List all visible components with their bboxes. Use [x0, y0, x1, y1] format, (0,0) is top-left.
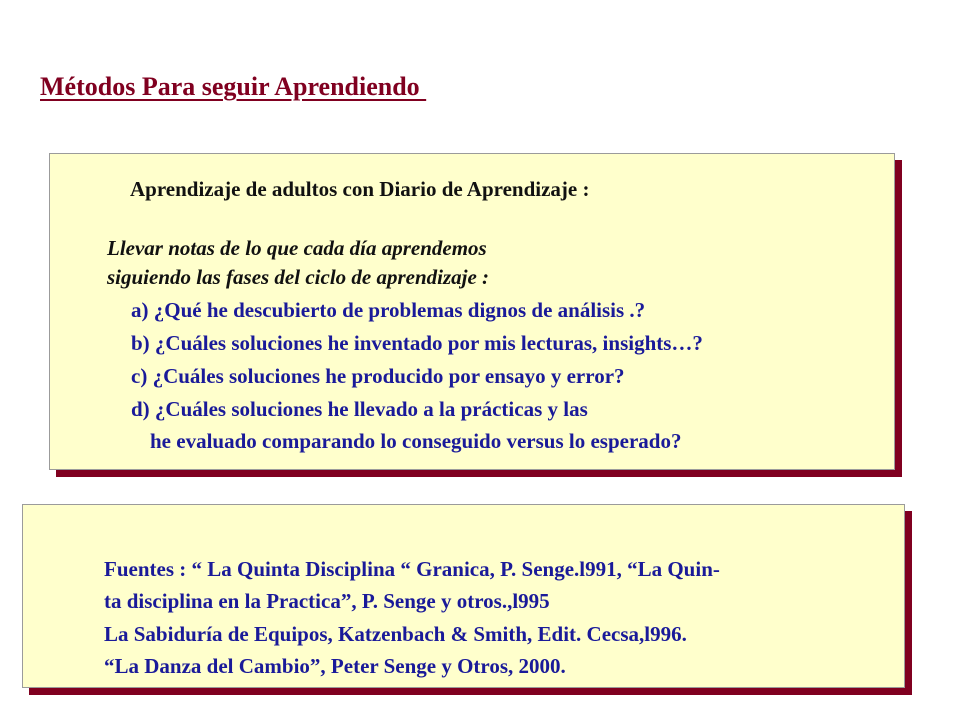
slide-title: Métodos Para seguir Aprendiendo — [40, 72, 427, 101]
intro-line-1: Llevar notas de lo que cada día aprendemos — [107, 236, 487, 260]
sources-line-1: Fuentes : “ La Quinta Disciplina “ Granica, P. Senge.l991, “La Quin- — [104, 557, 720, 581]
sources-line-4: “La Danza del Cambio”, Peter Senge y Otros, 2000. — [104, 654, 566, 678]
sources-box — [22, 504, 905, 688]
intro-line-2: siguiendo las fases del ciclo de aprendizaje : — [107, 265, 490, 289]
box-heading: Aprendizaje de adultos con Diario de Aprendizaje : — [130, 177, 590, 201]
learning-journal-box — [49, 153, 895, 470]
sources-line-2: ta disciplina en la Practica”, P. Senge y otros.,l995 — [104, 589, 550, 613]
list-item-d: d) ¿Cuáles soluciones he llevado a la prácticas y las — [131, 397, 588, 421]
sources-line-3: La Sabiduría de Equipos, Katzenbach & Smith, Edit. Cecsa,l996. — [104, 622, 687, 646]
list-item-a: a) ¿Qué he descubierto de problemas dignos de análisis .? — [131, 298, 646, 322]
list-item-c: c) ¿Cuáles soluciones he producido por ensayo y error? — [131, 364, 625, 388]
list-item-d-continued: he evaluado comparando lo conseguido versus lo esperado? — [150, 429, 682, 453]
list-item-b: b) ¿Cuáles soluciones he inventado por mis lecturas, insights…? — [131, 331, 703, 355]
